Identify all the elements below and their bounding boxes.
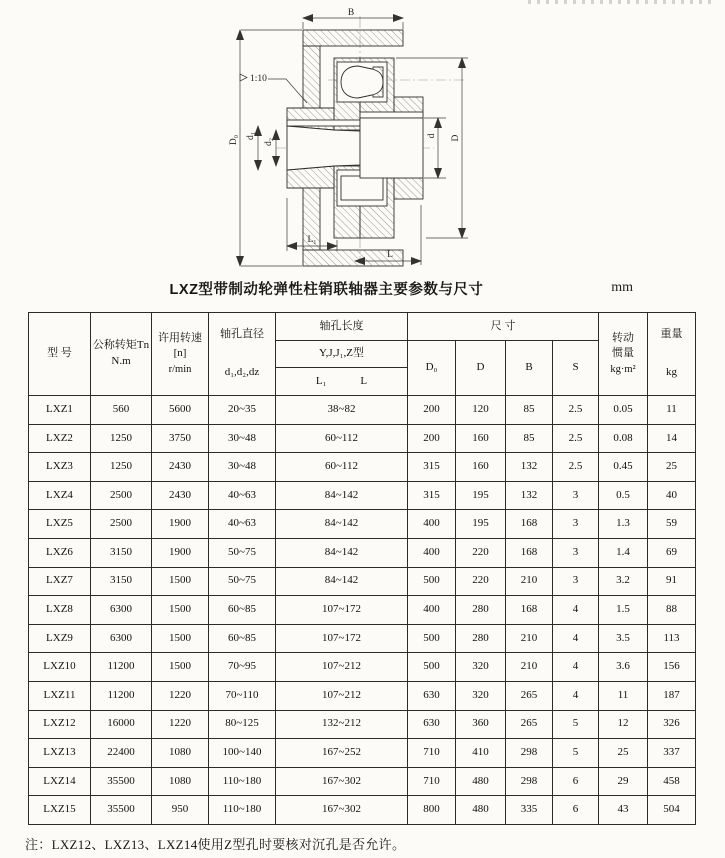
cell-torque: 35500	[91, 796, 152, 825]
cell-weight: 69	[648, 538, 696, 567]
cell-model: LXZ12	[29, 710, 91, 739]
left-bore	[287, 126, 360, 170]
cell-weight: 187	[648, 681, 696, 710]
cell-B: 298	[506, 739, 553, 768]
cell-bore-len: 107~212	[276, 653, 408, 682]
cell-model: LXZ11	[29, 681, 91, 710]
cell-speed: 1500	[152, 567, 209, 596]
cell-S: 2.5	[553, 424, 599, 453]
cell-bore-len: 107~172	[276, 624, 408, 653]
cell-weight: 40	[648, 481, 696, 510]
table-row	[29, 510, 696, 539]
cell-model: LXZ8	[29, 596, 91, 625]
cell-S: 6	[553, 767, 599, 796]
cell-D0: 710	[408, 767, 456, 796]
cell-speed: 950	[152, 796, 209, 825]
cell-torque: 6300	[91, 624, 152, 653]
cell-S: 3	[553, 510, 599, 539]
cell-bore-dia: 30~48	[209, 424, 276, 453]
cell-D0: 315	[408, 453, 456, 482]
cell-bore-dia: 110~180	[209, 796, 276, 825]
cell-D: 160	[456, 424, 506, 453]
cell-S: 6	[553, 796, 599, 825]
cell-torque: 11200	[91, 681, 152, 710]
pin-head	[341, 66, 383, 98]
cell-B: 210	[506, 624, 553, 653]
dim-label-d2: d₂	[264, 137, 274, 147]
cell-torque: 22400	[91, 739, 152, 768]
drum-web-top	[303, 46, 320, 108]
cell-speed: 2430	[152, 453, 209, 482]
cell-B: 265	[506, 710, 553, 739]
cell-inertia: 1.4	[599, 538, 648, 567]
cell-weight: 91	[648, 567, 696, 596]
cell-inertia: 3.2	[599, 567, 648, 596]
cell-torque: 1250	[91, 453, 152, 482]
cell-D: 195	[456, 510, 506, 539]
cell-inertia: 1.5	[599, 596, 648, 625]
cell-bore-dia: 50~75	[209, 538, 276, 567]
cell-bore-len: 107~212	[276, 681, 408, 710]
cell-bore-dia: 70~110	[209, 681, 276, 710]
table-row	[29, 538, 696, 567]
dim-label-d1: d₁	[246, 131, 256, 141]
header-L1: L₁	[315, 374, 327, 387]
cell-bore-dia: 110~180	[209, 767, 276, 796]
dim-label-l1: L₁	[307, 235, 317, 245]
header-D: D	[456, 341, 506, 396]
header-dimensions-group: 尺 寸	[408, 313, 599, 341]
cell-speed: 1900	[152, 538, 209, 567]
right-bore	[360, 118, 423, 178]
header-bore-dia-line1: 轴孔直径	[220, 328, 264, 341]
cell-bore-len: 38~82	[276, 396, 408, 425]
cell-inertia: 12	[599, 710, 648, 739]
cell-D0: 400	[408, 596, 456, 625]
cell-bore-len: 167~302	[276, 796, 408, 825]
cell-model: LXZ13	[29, 739, 91, 768]
cell-D0: 800	[408, 796, 456, 825]
cell-speed: 1080	[152, 767, 209, 796]
cell-B: 210	[506, 653, 553, 682]
dim-label-D: D	[451, 134, 461, 142]
header-B: B	[506, 341, 553, 396]
cell-model: LXZ1	[29, 396, 91, 425]
header-inertia-line1: 转动	[612, 331, 634, 344]
cell-S: 3	[553, 538, 599, 567]
cell-weight: 59	[648, 510, 696, 539]
cell-weight: 25	[648, 453, 696, 482]
taper-leader	[268, 79, 307, 103]
cell-inertia: 43	[599, 796, 648, 825]
cell-inertia: 0.05	[599, 396, 648, 425]
cell-bore-len: 84~142	[276, 567, 408, 596]
cell-weight: 458	[648, 767, 696, 796]
cell-bore-dia: 20~35	[209, 396, 276, 425]
cell-weight: 14	[648, 424, 696, 453]
cell-speed: 1220	[152, 710, 209, 739]
table-row	[29, 739, 696, 768]
cell-speed: 2430	[152, 481, 209, 510]
cell-S: 4	[553, 653, 599, 682]
cell-speed: 1900	[152, 510, 209, 539]
cell-inertia: 25	[599, 739, 648, 768]
cell-D: 160	[456, 453, 506, 482]
cell-model: LXZ9	[29, 624, 91, 653]
table-row	[29, 624, 696, 653]
cell-S: 3	[553, 567, 599, 596]
cell-bore-dia: 80~125	[209, 710, 276, 739]
cell-D: 360	[456, 710, 506, 739]
cell-bore-len: 60~112	[276, 424, 408, 453]
cell-D: 220	[456, 538, 506, 567]
cell-D: 480	[456, 796, 506, 825]
table-row	[29, 596, 696, 625]
cell-B: 168	[506, 510, 553, 539]
cell-B: 132	[506, 481, 553, 510]
cell-weight: 504	[648, 796, 696, 825]
cell-D: 195	[456, 481, 506, 510]
cell-inertia: 1.3	[599, 510, 648, 539]
cell-D0: 710	[408, 739, 456, 768]
cell-model: LXZ2	[29, 424, 91, 453]
cell-bore-len: 60~112	[276, 453, 408, 482]
dim-label-b: B	[347, 8, 355, 18]
cell-bore-dia: 40~63	[209, 481, 276, 510]
cell-torque: 1250	[91, 424, 152, 453]
cell-model: LXZ10	[29, 653, 91, 682]
cell-D0: 500	[408, 624, 456, 653]
table-row	[29, 481, 696, 510]
cell-weight: 11	[648, 396, 696, 425]
table-row	[29, 681, 696, 710]
header-bore-length: 轴孔长度	[276, 313, 408, 341]
cell-speed: 1500	[152, 596, 209, 625]
table-row	[29, 567, 696, 596]
cell-D: 280	[456, 624, 506, 653]
cell-weight: 88	[648, 596, 696, 625]
cell-D: 120	[456, 396, 506, 425]
cell-S: 4	[553, 681, 599, 710]
cell-bore-dia: 60~85	[209, 624, 276, 653]
cell-bore-dia: 60~85	[209, 596, 276, 625]
cell-torque: 6300	[91, 596, 152, 625]
left-keyway	[287, 120, 360, 126]
cell-D: 410	[456, 739, 506, 768]
cell-B: 168	[506, 538, 553, 567]
cell-torque: 11200	[91, 653, 152, 682]
header-torque-line2: N.m	[111, 355, 131, 367]
cell-S: 2.5	[553, 453, 599, 482]
table-body	[29, 396, 696, 825]
cell-model: LXZ3	[29, 453, 91, 482]
cell-bore-len: 84~142	[276, 481, 408, 510]
header-speed-line2: [n]	[173, 347, 187, 360]
cell-model: LXZ14	[29, 767, 91, 796]
cell-D0: 200	[408, 396, 456, 425]
cell-inertia: 11	[599, 681, 648, 710]
header-inertia-line2: 惯量	[612, 347, 634, 360]
cell-D0: 400	[408, 538, 456, 567]
cell-model: LXZ4	[29, 481, 91, 510]
cell-bore-len: 107~172	[276, 596, 408, 625]
header-inertia-line3: kg·m²	[610, 364, 636, 376]
cell-bore-dia: 40~63	[209, 510, 276, 539]
cell-bore-len: 84~142	[276, 538, 408, 567]
cell-bore-dia: 30~48	[209, 453, 276, 482]
table-row	[29, 710, 696, 739]
cell-inertia: 3.5	[599, 624, 648, 653]
cell-D0: 400	[408, 510, 456, 539]
cell-D: 320	[456, 681, 506, 710]
cell-speed: 1080	[152, 739, 209, 768]
cell-B: 265	[506, 681, 553, 710]
taper-symbol	[240, 74, 247, 81]
header-S: S	[553, 341, 599, 396]
cell-inertia: 3.6	[599, 653, 648, 682]
dim-label-l: L	[387, 250, 393, 260]
cell-D: 320	[456, 653, 506, 682]
cell-model: LXZ15	[29, 796, 91, 825]
cell-S: 5	[553, 739, 599, 768]
table-row	[29, 453, 696, 482]
cell-torque: 2500	[91, 510, 152, 539]
header-weight	[648, 313, 696, 396]
cell-bore-len: 84~142	[276, 510, 408, 539]
header-speed	[152, 313, 209, 396]
header-torque-line1: 公称转矩Tn	[92, 339, 150, 352]
cell-model: LXZ7	[29, 567, 91, 596]
cell-weight: 113	[648, 624, 696, 653]
header-speed-line1: 许用转速	[158, 331, 202, 344]
header-speed-line3: r/min	[168, 364, 192, 376]
cell-torque: 35500	[91, 767, 152, 796]
header-bore-diameter	[209, 313, 276, 396]
cell-speed: 5600	[152, 396, 209, 425]
cell-torque: 2500	[91, 481, 152, 510]
cell-D: 480	[456, 767, 506, 796]
drum-band-top	[303, 30, 403, 46]
cell-bore-dia: 100~140	[209, 739, 276, 768]
footnote: 注：LXZ12、LXZ13、LXZ14使用Z型孔时要核对沉孔是否允许。	[25, 837, 406, 852]
cell-D0: 630	[408, 681, 456, 710]
cell-S: 5	[553, 710, 599, 739]
cell-bore-len: 167~302	[276, 767, 408, 796]
technical-drawing	[0, 0, 725, 272]
dim-label-d: d	[427, 133, 437, 139]
cell-B: 210	[506, 567, 553, 596]
dim-label-d0: D₀	[229, 134, 239, 146]
header-torque	[91, 313, 152, 396]
header-inertia	[599, 313, 648, 396]
cell-S: 3	[553, 481, 599, 510]
cell-inertia: 0.5	[599, 481, 648, 510]
table-header	[29, 313, 696, 396]
cell-model: LXZ5	[29, 510, 91, 539]
cell-B: 85	[506, 396, 553, 425]
cell-speed: 3750	[152, 424, 209, 453]
cell-weight: 337	[648, 739, 696, 768]
header-weight-line1: 重量	[660, 328, 683, 341]
cell-model: LXZ6	[29, 538, 91, 567]
cell-speed: 1220	[152, 681, 209, 710]
title-row	[28, 278, 695, 298]
table-row	[29, 424, 696, 453]
right-hub-lower	[394, 178, 423, 199]
cell-D0: 500	[408, 567, 456, 596]
header-L1-L	[276, 368, 408, 396]
cell-bore-len: 167~252	[276, 739, 408, 768]
cell-D: 280	[456, 596, 506, 625]
cell-D: 220	[456, 567, 506, 596]
cell-torque: 3150	[91, 567, 152, 596]
cell-weight: 156	[648, 653, 696, 682]
cell-D0: 315	[408, 481, 456, 510]
page-title: LXZ型带制动轮弹性柱销联轴器主要参数与尺寸	[169, 282, 484, 298]
cell-S: 2.5	[553, 396, 599, 425]
table-row	[29, 396, 696, 425]
header-bore-length-types: Y,J,J₁,Z型	[276, 341, 408, 368]
header-weight-line2: kg	[666, 366, 677, 379]
header-L: L	[360, 374, 368, 387]
cell-torque: 3150	[91, 538, 152, 567]
unit-label: mm	[611, 280, 633, 295]
table-row	[29, 767, 696, 796]
header-model: 型 号	[29, 313, 91, 396]
cell-D0: 630	[408, 710, 456, 739]
taper-label: 1:10	[250, 74, 267, 84]
table-row	[29, 653, 696, 682]
cell-torque: 16000	[91, 710, 152, 739]
cell-bore-dia: 50~75	[209, 567, 276, 596]
cell-B: 298	[506, 767, 553, 796]
parameters-table	[28, 312, 696, 825]
header-D0: D₀	[408, 341, 456, 396]
cell-inertia: 0.08	[599, 424, 648, 453]
header-bore-dia-line2: d₁,d₂,dz	[224, 366, 260, 379]
cell-B: 132	[506, 453, 553, 482]
cell-D0: 200	[408, 424, 456, 453]
cell-speed: 1500	[152, 624, 209, 653]
cell-D0: 500	[408, 653, 456, 682]
cell-weight: 326	[648, 710, 696, 739]
cell-inertia: 0.45	[599, 453, 648, 482]
cell-speed: 1500	[152, 653, 209, 682]
cell-B: 85	[506, 424, 553, 453]
cell-inertia: 29	[599, 767, 648, 796]
cell-S: 4	[553, 596, 599, 625]
cell-torque: 560	[91, 396, 152, 425]
table-row	[29, 796, 696, 825]
cell-B: 335	[506, 796, 553, 825]
cell-B: 168	[506, 596, 553, 625]
cell-bore-dia: 70~95	[209, 653, 276, 682]
cell-S: 4	[553, 624, 599, 653]
right-keyway	[360, 112, 423, 118]
cell-bore-len: 132~212	[276, 710, 408, 739]
